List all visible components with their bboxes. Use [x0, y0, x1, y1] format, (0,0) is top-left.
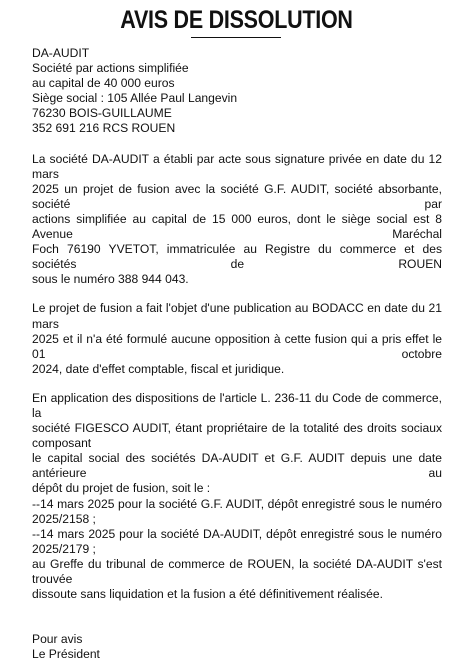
company-seat: Siège social : 105 Allée Paul Langevin: [32, 91, 238, 106]
para3-line-5: --14 mars 2025 pour la société G.F. AUDIT, dépôt enregistré sous le numéro: [32, 496, 442, 511]
para1-line-4: Foch 76190 YVETOT, immatriculée au Registre du commerce et des sociétés de ROUEN: [32, 242, 442, 272]
para3-line-9: au Greffe du tribunal de commerce de ROUEN, la société DA-AUDIT s'est trouvée: [32, 556, 442, 586]
para3-line-4: dépôt du projet de fusion, soit le :: [32, 481, 211, 496]
para2-line-1: Le projet de fusion a fait l'objet d'une publication au BODACC en date du 21 mars: [32, 301, 442, 331]
company-address-block: [32, 46, 442, 137]
para1-line-2: 2025 un projet de fusion avec la société G.F. AUDIT, société absorbante, société par: [32, 181, 442, 211]
company-city: 76230 BOIS-GUILLAUME: [32, 106, 172, 121]
para1-line-5: sous le numéro 388 944 043.: [32, 272, 189, 287]
signature-block: [32, 632, 442, 662]
company-rcs: 352 691 216 RCS ROUEN: [32, 121, 176, 136]
para2-line-3: 2024, date d'effet comptable, fiscal et juridique.: [32, 361, 285, 376]
para3-line-10: dissoute sans liquidation et la fusion a été définitivement réalisée.: [32, 587, 383, 602]
para3-line-3: le capital social des sociétés DA-AUDIT et G.F. AUDIT depuis une date antérieure au: [32, 451, 442, 481]
para1-line-3: actions simplifiée au capital de 15 000 euros, dont le siège social est 8 Avenue Maréchal: [32, 211, 442, 242]
signature-president: Le Président: [32, 647, 100, 662]
para1-line-1: La société DA-AUDIT a établi par acte sous signature privée en date du 12 mars: [32, 151, 442, 181]
company-name: DA-AUDIT: [32, 46, 90, 60]
company-form: Société par actions simplifiée: [32, 61, 189, 76]
para3-line-8: 2025/2179 ;: [32, 541, 96, 556]
company-capital: au capital de 40 000 euros: [32, 76, 175, 91]
para3-line-2: société FIGESCO AUDIT, étant propriétaire de la totalité des droits sociaux composant: [32, 421, 442, 451]
notice-title: AVIS DE DISSOLUTION: [120, 6, 353, 34]
paragraph-bodacc: [32, 301, 442, 376]
paragraph-application: [32, 391, 442, 602]
signature-for-notice: Pour avis: [32, 632, 83, 647]
title-underline: [191, 37, 281, 38]
paragraph-fusion-project: [32, 152, 442, 288]
notice-body: [32, 46, 442, 662]
para2-line-2: 2025 et il n'a été formulé aucune opposition à cette fusion qui a pris effet le 01 octobre: [32, 331, 442, 361]
para3-line-6: 2025/2158 ;: [32, 511, 96, 526]
para3-line-1: En application des dispositions de l'article L. 236-11 du Code de commerce, la: [32, 390, 442, 420]
para3-line-7: --14 mars 2025 pour la société DA-AUDIT, dépôt enregistré sous le numéro: [32, 526, 442, 541]
